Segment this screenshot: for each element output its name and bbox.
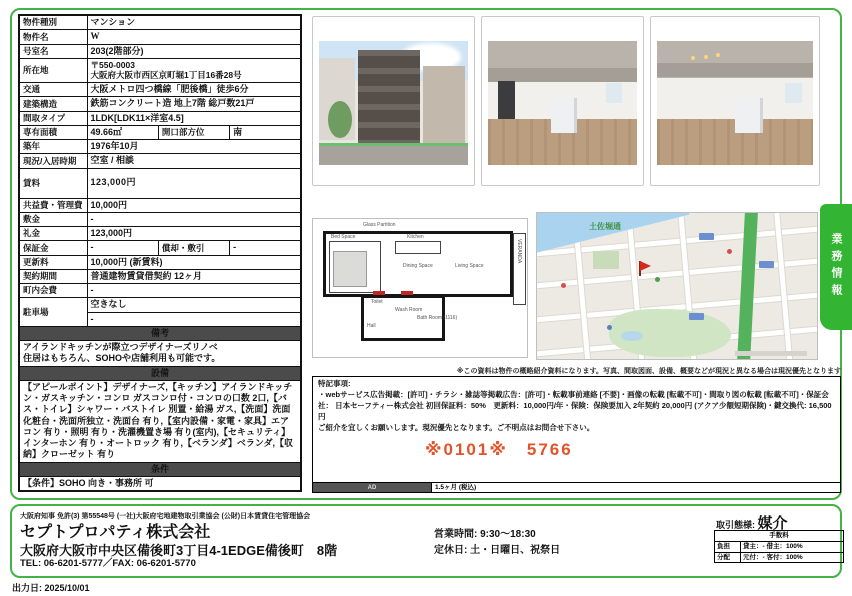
table-row — [19, 284, 301, 298]
notes-title: 特記事項: — [318, 379, 351, 388]
kitchen-island — [735, 98, 763, 133]
photo-frame-interior-2 — [650, 16, 820, 186]
road-name-label: 土佐堀通 — [589, 222, 621, 231]
room-label-wash-room: Wash Room — [395, 307, 423, 313]
table-row — [19, 97, 301, 111]
table-row — [19, 44, 301, 58]
table-row — [19, 227, 301, 241]
agency-footer-box — [10, 504, 842, 578]
company-name: セプトプロパティ株式会社 — [20, 524, 211, 541]
field-label: 開口部方位 — [158, 125, 229, 139]
conditions-text: 【条件】SOHO 向き・事務所 可 — [19, 476, 301, 491]
table-row — [19, 30, 301, 44]
kitchen-island-shape — [395, 241, 441, 254]
field-label: 礼金 — [19, 227, 87, 241]
room-label-bath-room: Bath Room (1116) — [417, 315, 458, 321]
fee-label: 負担 — [715, 541, 741, 552]
field-value: 普通建物賃貸借契約 12ヶ月 — [87, 269, 301, 283]
table-row — [19, 212, 301, 226]
field-label: 共益費・管理費 — [19, 198, 87, 212]
field-label: 保証金 — [19, 241, 87, 255]
table-row — [19, 241, 301, 255]
floorplan — [312, 218, 528, 358]
field-value: 10,000円 — [87, 198, 301, 212]
table-row — [715, 531, 844, 542]
fee-label: 分配 — [715, 552, 741, 563]
field-value: 10,000円 (新賃料) — [87, 255, 301, 269]
map-poi-icon — [655, 277, 660, 282]
table-row — [19, 366, 301, 380]
rent-value: 123,000円 — [87, 168, 301, 198]
table-row — [19, 83, 301, 97]
property-code: ※0101※ 5766 — [425, 440, 573, 459]
field-label: 償却・敷引 — [158, 241, 229, 255]
room-label-glass-partition: Glass Partition — [363, 222, 396, 228]
photo-frame-exterior — [312, 16, 475, 186]
window — [785, 83, 802, 103]
door-marker — [401, 291, 413, 295]
field-label: 契約期間 — [19, 269, 87, 283]
table-row — [19, 269, 301, 283]
field-value: マンション — [87, 15, 301, 30]
building-exterior-photo — [319, 41, 468, 165]
interior-photo-1 — [488, 41, 637, 165]
door-marker — [373, 291, 385, 295]
disclaimer-note: ※この資料は物件の概略紹介資料になります。写真、間取図面、設備、概要などが現況と異なる場合は現況優先となります — [456, 368, 841, 375]
table-row — [19, 298, 301, 312]
business-hours: 営業時間: 9:30～18:30 — [434, 529, 536, 540]
notes-line: ・webサービス広告掲載：[許可]・チラシ・雑誌等掲載広告：[許可]・転載事前連絡 [不要]・画像の転載 [転載不可]・間取り図の転載 [転載不可]・保証会社： 日本セーフティー株式会社 初回保証料：50% 更新料：10,000円/年・保険：保険要加入 2年契約 20,000円 (アクア少額短期保険)・鍵交換代: 16,500円 — [318, 389, 832, 421]
table-row — [19, 476, 301, 491]
remarks-line: アイランドキッチンが際立つデザイナーズリノベ — [23, 342, 218, 352]
section-header-conditions: 条件 — [19, 462, 301, 476]
table-row — [19, 198, 301, 212]
deal-type-label: 取引態様: — [716, 520, 755, 530]
pond-shape — [621, 331, 643, 341]
map-poi-icon — [607, 325, 612, 330]
field-label: 交通 — [19, 83, 87, 97]
deal-type-value: 媒介 — [757, 515, 788, 532]
room-label-dining-space: Dining Space — [403, 263, 433, 269]
field-label: 号室名 — [19, 44, 87, 58]
small-park — [593, 251, 619, 269]
license-text: 大阪府知事 免許(3) 第55548号 (一社)大阪府宅地建物取引業協会 (公財)日本賃貸住宅管理協会 — [20, 513, 311, 520]
table-row — [715, 552, 844, 563]
window — [606, 83, 622, 103]
ceiling-beam — [657, 63, 813, 77]
ad-row — [313, 482, 840, 492]
business-info-tab: 業務情報 — [820, 204, 852, 330]
map-flag-icon — [640, 261, 651, 271]
holidays: 定休日: 土・日曜日、祝祭日 — [434, 545, 561, 556]
field-value: 空室 / 相談 — [87, 154, 301, 168]
field-label: 敷金 — [19, 212, 87, 226]
location-map — [536, 212, 818, 360]
table-row — [715, 541, 844, 552]
field-value: - — [230, 241, 301, 255]
room-label-living-space: Living Space — [455, 263, 484, 269]
road-name-chip — [699, 233, 714, 240]
field-label: 所在地 — [19, 58, 87, 82]
field-label: 築年 — [19, 140, 87, 154]
output-date: 出力日: 2025/10/01 — [12, 583, 90, 593]
room-label-bed-space: Bed Space — [331, 234, 356, 240]
ceiling-light — [704, 55, 708, 59]
table-row — [19, 380, 301, 462]
table-row — [19, 326, 301, 340]
postal-code: 〒550-0003 — [90, 59, 135, 70]
field-value: 1976年10月 — [87, 140, 301, 154]
field-value: 南 — [230, 125, 301, 139]
remarks-line: 住居はもちろん、SOHOや店舗利用も可能です。 — [23, 353, 221, 364]
field-value: - — [87, 284, 301, 298]
table-row — [19, 255, 301, 269]
building-right — [423, 66, 465, 143]
table-row — [19, 125, 301, 139]
table-row — [19, 168, 301, 198]
table-row — [19, 58, 301, 82]
special-notes-box — [312, 376, 841, 493]
fee-value: 元付：- 客付：100% — [741, 552, 844, 563]
fee-value: 貸主：- 借主：100% — [741, 541, 844, 552]
company-address: 大阪府大阪市中央区備後町3丁目4-1EDGE備後町 8階 — [20, 543, 338, 558]
company-tel-fax: TEL: 06-6201-5777／FAX: 06-6201-5770 — [20, 558, 196, 569]
property-detail-table — [18, 14, 302, 492]
field-label: 駐車場 — [19, 298, 87, 327]
field-label: 専有面積 — [19, 125, 87, 139]
notes-line: ご紹介を宜しくお願いします。現況優先となります。ご不明点はお問合せ下さい。 — [318, 422, 595, 432]
road-name-chip — [689, 313, 704, 320]
building-main — [358, 50, 421, 143]
room-label-toilet: Toilet — [371, 299, 383, 305]
field-value: 鉄筋コンクリート造 地上7階 総戸数21戸 — [87, 97, 301, 111]
field-label: 物件名 — [19, 30, 87, 44]
field-value: - — [87, 241, 158, 255]
bed-shape — [333, 251, 367, 287]
table-row — [19, 140, 301, 154]
table-row — [19, 15, 301, 30]
field-value: 空きなし — [87, 298, 301, 312]
field-value: 大阪メトロ四つ橋線「肥後橋」徒歩6分 — [87, 83, 301, 97]
map-attribution — [735, 351, 807, 356]
kitchen-island — [551, 98, 578, 133]
map-poi-icon — [727, 249, 732, 254]
room-label-veranda: VERANDA — [516, 239, 522, 264]
ad-label: AD — [313, 483, 431, 492]
remarks-text — [19, 341, 301, 367]
map-poi-icon — [561, 283, 566, 288]
section-header-equipment: 設備 — [19, 366, 301, 380]
room-label-hall: Hall — [367, 323, 376, 329]
table-row — [19, 154, 301, 168]
field-label: 更新料 — [19, 255, 87, 269]
road-shape — [319, 143, 468, 165]
field-value: 1LDK[LDK11×洋室4.5] — [87, 111, 301, 125]
field-value: 123,000円 — [87, 227, 301, 241]
ad-value: 1.5ヶ月 (税込) — [431, 483, 840, 492]
table-row — [19, 111, 301, 125]
property-name: W — [87, 30, 301, 44]
equipment-text: 【アピールポイント】デザイナーズ,【キッチン】アイランドキッチン・ガスキッチン・コンロ ガスコンロ付・コンロの口数 2口,【バス・トイレ】シャワー・バストイレ 別置・給湯 ガス,【洗面】洗面化粧台・洗面所独立・洗面台 有り,【室内設備・家電・家具】エアコン 有り・照明 有り・洗濯機置き場 有り(室内),【セキュリティ】インターホン 有り・オートロック 有り,【ベランダ】ベランダ,【収納】クローゼット 有り — [19, 380, 301, 462]
interior-photo-2 — [657, 41, 813, 165]
address-line: 大阪府大阪市西区京町堀1丁目16番28号 — [90, 70, 242, 81]
field-label: 間取タイプ — [19, 111, 87, 125]
photo-frame-interior-1 — [481, 16, 644, 186]
field-value — [87, 58, 301, 82]
field-label: 現況/入居時期 — [19, 154, 87, 168]
field-label: 建築構造 — [19, 97, 87, 111]
table-row — [19, 341, 301, 367]
field-value: - — [87, 212, 301, 226]
field-value: - — [87, 312, 301, 326]
fee-header: 手数料 — [715, 531, 844, 542]
field-value: 49.66㎡ — [87, 125, 158, 139]
field-value: 203(2階部分) — [87, 44, 301, 58]
room-label-kitchen: Kitchen — [407, 234, 424, 240]
tree-shape — [328, 101, 352, 138]
field-label: 物件種別 — [19, 15, 87, 30]
field-label: 賃料 — [19, 168, 87, 198]
section-header-remarks: 備考 — [19, 326, 301, 340]
road-name-chip — [759, 261, 774, 268]
doorway — [498, 81, 514, 119]
table-row — [19, 462, 301, 476]
field-label: 町内会費 — [19, 284, 87, 298]
fee-table — [714, 530, 844, 563]
